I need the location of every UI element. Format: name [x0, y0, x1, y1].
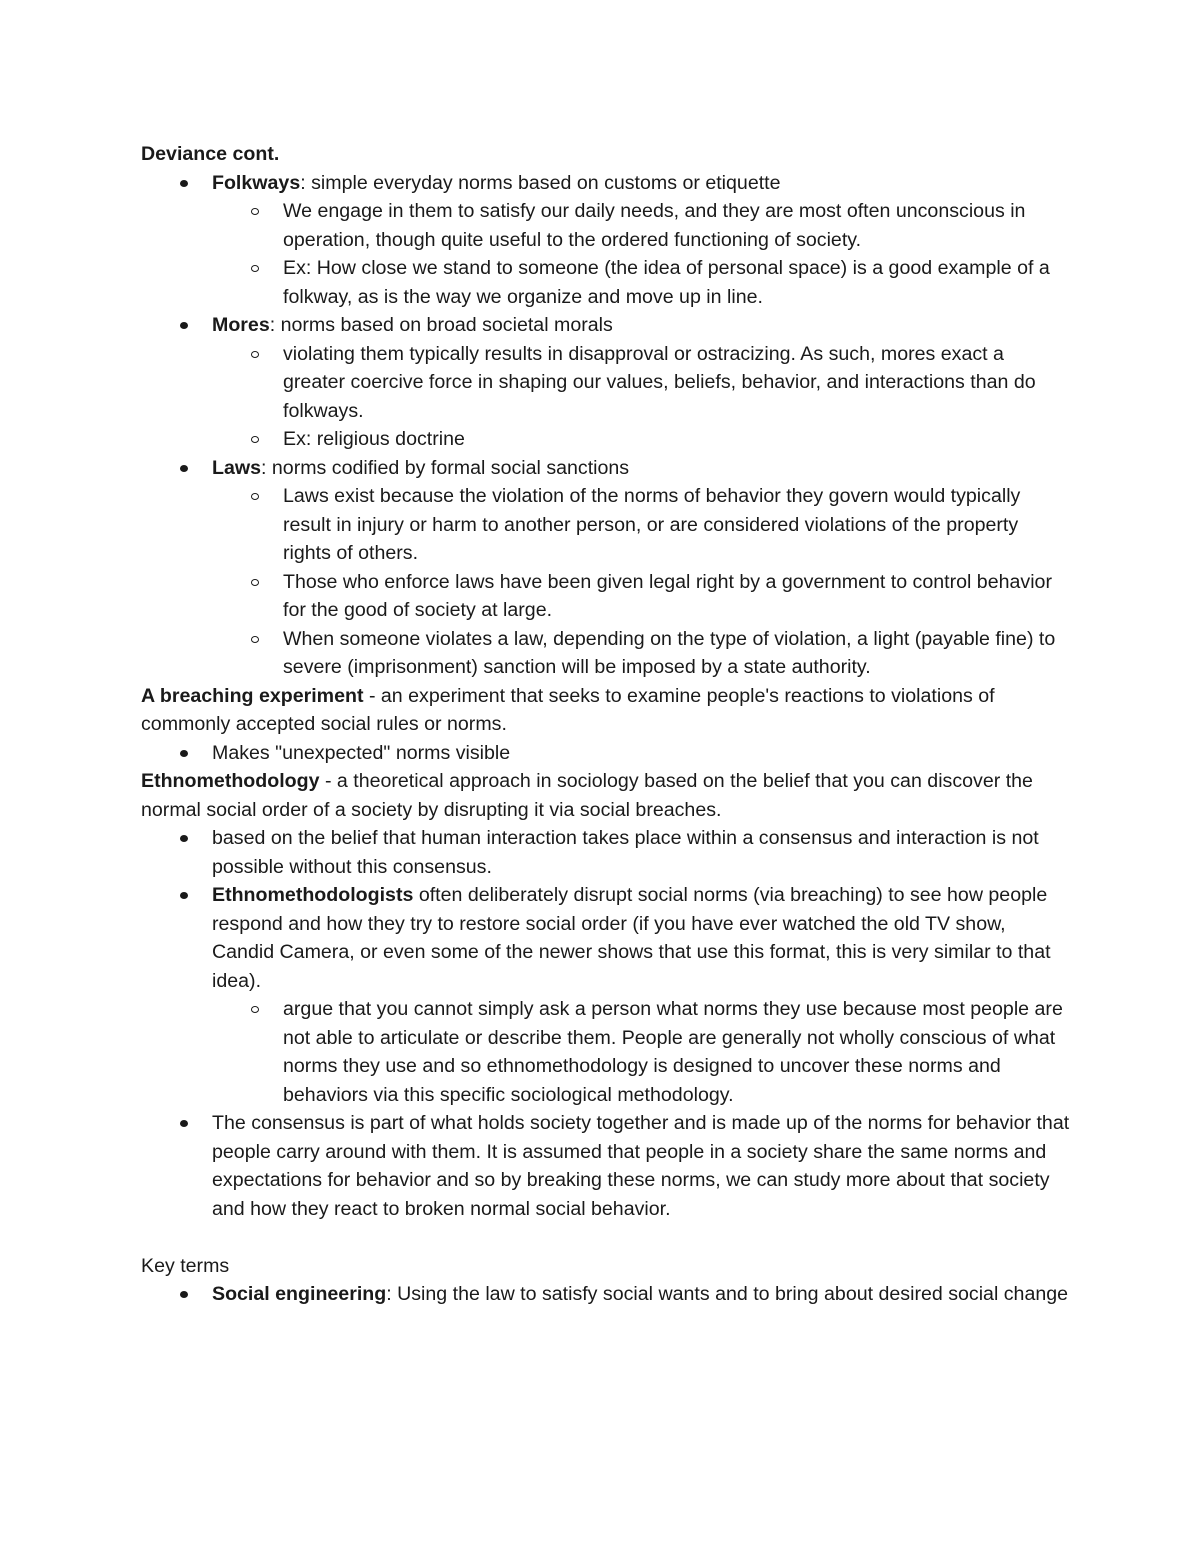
breaching-list: [141, 739, 1071, 768]
list-item: [141, 739, 1071, 768]
sub-item-text: Laws exist because the violation of the norms of behavior they govern would typically result in injury or harm to another person, or are considered violations of the property rights of others.: [283, 485, 1021, 564]
paragraph-ethnomethodology: [141, 767, 1071, 824]
paragraph-breaching-experiment: [141, 682, 1071, 739]
definition-ethnomethodology: - a theoretical approach in sociology based on the belief that you can discover the normal social order of a society by disrupting it via social breaches.: [141, 770, 1033, 821]
key-terms-heading: Key terms: [141, 1254, 230, 1277]
bullet-disc-icon: [180, 180, 188, 187]
list-item-laws: [141, 454, 1071, 483]
sub-item: [141, 197, 1071, 254]
sub-item-text: We engage in them to satisfy our daily needs, and they are most often unconscious in operation, though quite useful to the ordered functioning of society.: [283, 200, 1026, 251]
term-laws: Laws: [212, 456, 262, 479]
definition-mores: : norms based on broad societal morals: [269, 314, 613, 336]
bullet-disc-icon: [180, 1291, 188, 1298]
list-item-ethnomethodologists: [141, 881, 1071, 995]
sub-item-text: violating them typically results in disapproval or ostracizing. As such, mores exact a greater coercive force in shaping our values, beliefs, behavior, and interactions than do folkways.: [283, 342, 1036, 422]
bullet-circle-icon: [251, 636, 259, 643]
list-item-text: often deliberately disrupt social norms (via breaching) to see how people respond and how they try to restore social order (if you have ever watched the old TV show, Candid Camera, or even some of the newer shows that use this format, this is very similar to that idea).: [212, 884, 1051, 992]
sub-item: [141, 625, 1071, 682]
term-folkways: Folkways: [212, 171, 301, 194]
bullet-disc-icon: [180, 892, 188, 899]
sub-item-text: argue that you cannot simply ask a person what norms they use because most people are not able to articulate or describe them. People are generally not wholly conscious of what norms they use and so ethnomethodology is designed to uncover these norms and behaviors via this specific sociological methodology.: [283, 998, 1063, 1106]
definition-folkways: : simple everyday norms based on customs or etiquette: [300, 171, 781, 194]
bullet-circle-icon: [251, 1006, 259, 1013]
definition-breaching-experiment: - an experiment that seeks to examine people's reactions to violations of commonly accepted social rules or norms.: [141, 684, 995, 735]
bullet-circle-icon: [251, 208, 259, 215]
definition-laws: : norms codified by formal social sanctions: [261, 456, 630, 479]
list-item-social-engineering: [141, 1280, 1071, 1309]
norm-types-list: [141, 169, 1071, 682]
sub-item: [141, 340, 1071, 426]
bullet-disc-icon: [180, 1120, 188, 1127]
sub-item-text: Ex: religious doctrine: [283, 428, 465, 450]
list-item-text: The consensus is part of what holds society together and is made up of the norms for behavior that people carry around with them. It is assumed that people in a society share the same norms and expectations for behavior and so by breaking these norms, we can study more about that society and how they react to broken normal social behavior.: [212, 1112, 1070, 1220]
sub-item-text: When someone violates a law, depending on the type of violation, a light (payable fine) to severe (imprisonment) sanction will be imposed by a state authority.: [283, 627, 1056, 678]
term-ethnomethodologists: Ethnomethodologists: [212, 884, 414, 906]
sub-item-text: Those who enforce laws have been given legal right by a government to control behavior for the good of society at large.: [283, 570, 1052, 621]
term-breaching-experiment: A breaching experiment: [141, 684, 364, 707]
bullet-circle-icon: [251, 493, 259, 500]
bullet-circle-icon: [251, 579, 259, 586]
list-item: [141, 1109, 1071, 1223]
list-item-mores: [141, 311, 1071, 340]
definition-social-engineering: : Using the law to satisfy social wants and to bring about desired social change: [386, 1283, 1069, 1305]
sub-item: [141, 482, 1071, 568]
bullet-circle-icon: [251, 436, 259, 443]
bullet-circle-icon: [251, 265, 259, 272]
term-ethnomethodology: Ethnomethodology: [141, 770, 320, 792]
bullet-disc-icon: [180, 750, 188, 757]
document-page: [141, 140, 1071, 1309]
sub-item: [141, 568, 1071, 625]
list-item: [141, 824, 1071, 881]
list-item-text: Makes "unexpected" norms visible: [212, 741, 511, 764]
section-heading: Deviance cont.: [141, 143, 280, 165]
term-social-engineering: Social engineering: [212, 1283, 387, 1305]
sub-item: [141, 254, 1071, 311]
list-item-folkways: [141, 169, 1071, 198]
bullet-disc-icon: [180, 322, 188, 329]
sub-item: [141, 995, 1071, 1109]
sub-item-text: Ex: How close we stand to someone (the idea of personal space) is a good example of a folkway, as is the way we organize and move up in line.: [283, 257, 1050, 308]
blank-line: [141, 1223, 1071, 1252]
bullet-circle-icon: [251, 351, 259, 358]
bullet-disc-icon: [180, 465, 188, 472]
bullet-disc-icon: [180, 835, 188, 842]
list-item-text: based on the belief that human interaction takes place within a consensus and interaction is not possible without this consensus.: [212, 827, 1039, 878]
key-terms-list: [141, 1280, 1071, 1309]
ethnomethodology-list: [141, 824, 1071, 1223]
term-mores: Mores: [212, 314, 270, 336]
sub-item: [141, 425, 1071, 454]
